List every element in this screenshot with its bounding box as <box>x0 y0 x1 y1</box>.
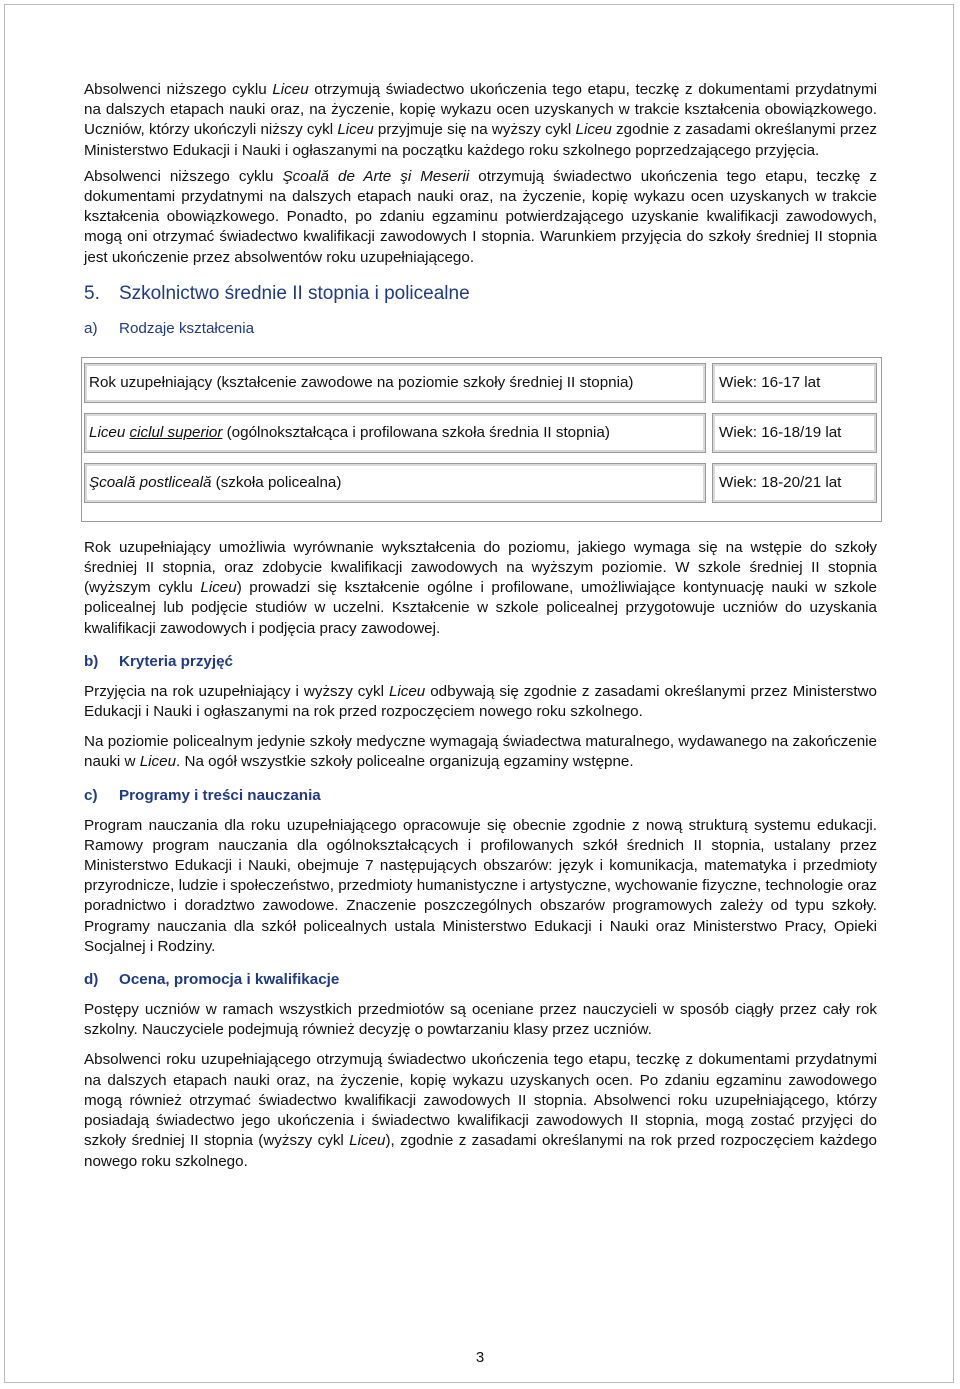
paragraph-supplementary-year: Rok uzupełniający umożliwia wyrównanie wykształcenia do poziomu, jakiego wymaga się na wstępie do szkoły średniej II stopnia, oraz zdobycie kwalifikacji zawodowych na wyższym poziomie. W szkole średniej II stopnia (wyższym cyklu Liceu) prowadzi się kształcenie ogólne i profilowane, umożliwiające kontynuację nauki w szkole policealnej lub podjęcie studiów w uczelni. Kształcenie w szkole policealnej przygotowuje uczniów do uzyskania kwalifikacji zawodowych i podjęcia pracy zawodowej. <box>84 538 878 637</box>
age-box-post-secondary: Wiek: 18-20/21 lat <box>712 463 877 503</box>
paragraph-admission: Przyjęcia na rok uzupełniający i wyższy cykl Liceu odbywają się zgodnie z zasadami określanymi przez Ministerstwo Edukacji i Nauki i ogłaszanymi na rok przed rozpoczęciem nowego roku szkolnego. <box>84 682 877 721</box>
document-content <box>84 80 877 1172</box>
paragraph-curriculum: Program nauczania dla roku uzupełniającego opracowuje się obecnie zgodnie z nową strukturą systemu edukacji. Ramowy program nauczania dla ogólnokształcących i profilowanych szkół średnich II stopnia, ustalany przez Ministerstwo Edukacji i Nauki, obejmuje 7 następujących obszarów: język i komunikacja, matematyka i przedmioty przyrodnicze, ludzie i społeczeństwo, przedmioty humanistyczne i artystyczne, wychowanie fizyczne, technologie oraz poradnictwo i doradztwo zawodowe. Znaczenie poszczególnych obszarów programowych zależy od typu szkoły. Programy nauczania dla szkół policealnych ustala Ministerstwo Edukacji i Nauki oraz Ministerstwo Pracy, Opieki Socjalnej i Rodziny. <box>84 816 877 955</box>
subsection-heading-b: b) Kryteria przyjęć <box>84 652 233 670</box>
age-box-supplementary-year: Wiek: 16-17 lat <box>712 363 877 403</box>
paragraph-arts-school-graduates: Absolwenci niższego cyklu Şcoală de Arte şi Meserii otrzymują świadectwo ukończenia tego etapu, teczkę z dokumentami przydatnymi na dalszych etapach nauki oraz, na życzenie, kopię wykazu ocen uzyskanych w trakcie kształcenia obowiązkowego. Ponadto, po zdaniu egzaminu potwierdzającego uzyskanie kwalifikacji zawodowych, mogą oni otrzymać świadectwo kwalifikacji zawodowych I stopnia. Warunkiem przyjęcia do szkoły średniej II stopnia jest ukończenie przez absolwentów roku uzupełniającego. <box>84 167 877 266</box>
education-types-diagram <box>84 357 877 522</box>
page-number: 3 <box>475 1349 485 1366</box>
subsection-heading-d: d) Ocena, promocja i kwalifikacje <box>84 971 340 989</box>
subsection-heading-a: a) Rodzaje kształcenia <box>84 319 255 337</box>
age-box-liceu: Wiek: 16-18/19 lat <box>712 413 877 453</box>
paragraph-assessment: Postępy uczniów w ramach wszystkich przedmiotów są oceniane przez nauczycieli w sposób ciągły przez cały rok szkolny. Nauczyciele podejmują również decyzję o powtarzaniu klasy przez uczniów. <box>84 1001 877 1039</box>
box-supplementary-year: Rok uzupełniający (kształcenie zawodowe na poziomie szkoły średniej II stopnia) <box>84 363 706 403</box>
section-heading: 5. Szkolnictwo średnie II stopnia i policealne <box>84 282 470 304</box>
paragraph-liceu-graduates: Absolwenci niższego cyklu Liceu otrzymują świadectwo ukończenia tego etapu, teczkę z dokumentami przydatnymi na dalszych etapach nauki oraz, na życzenie, kopię wykazu ocen uzyskanych w trakcie kształcenia obowiązkowego. Uczniów, którzy ukończyli niższy cykl Liceu przyjmuje się na wyższy cykl Liceu zgodnie z zasadami określanymi przez Ministerstwo Edukacji i Nauki i ogłaszanymi na początku każdego roku szkolnego poprzedzającego przyjęcia. <box>84 81 877 159</box>
subsection-heading-c: c) Programy i treści nauczania <box>84 786 321 804</box>
paragraph-post-secondary-admission: Na poziomie policealnym jedynie szkoły medyczne wymagają świadectwa maturalnego, wydawanego na zakończenie nauki w Liceu. Na ogół wszystkie szkoły policealne organizują egzaminy wstępne. <box>84 733 877 771</box>
box-liceu-upper-cycle: Liceu ciclul superior (ogólnokształcąca i profilowana szkoła średnia II stopnia) <box>84 413 706 453</box>
box-post-secondary-school: Şcoală postliceală (szkoła policealna) <box>84 463 706 503</box>
paragraph-qualifications: Absolwenci roku uzupełniającego otrzymują świadectwo ukończenia tego etapu, teczkę z dokumentami przydatnymi na dalszych etapach nauki oraz, na życzenie, kopię wykazu uzyskanych ocen. Po zdaniu egzaminu zawodowego mogą również otrzymać świadectwo kwalifikacji zawodowych II stopnia. Absolwenci roku uzupełniającego, którzy posiadają świadectwo jego ukończenia i świadectwo kwalifikacji zawodowych II stopnia, mogą zostać przyjęci do szkoły średniej II stopnia (wyższy cykl Liceu), zgodnie z zasadami określanymi na rok przed rozpoczęciem każdego nowego roku szkolnego. <box>84 1051 877 1170</box>
